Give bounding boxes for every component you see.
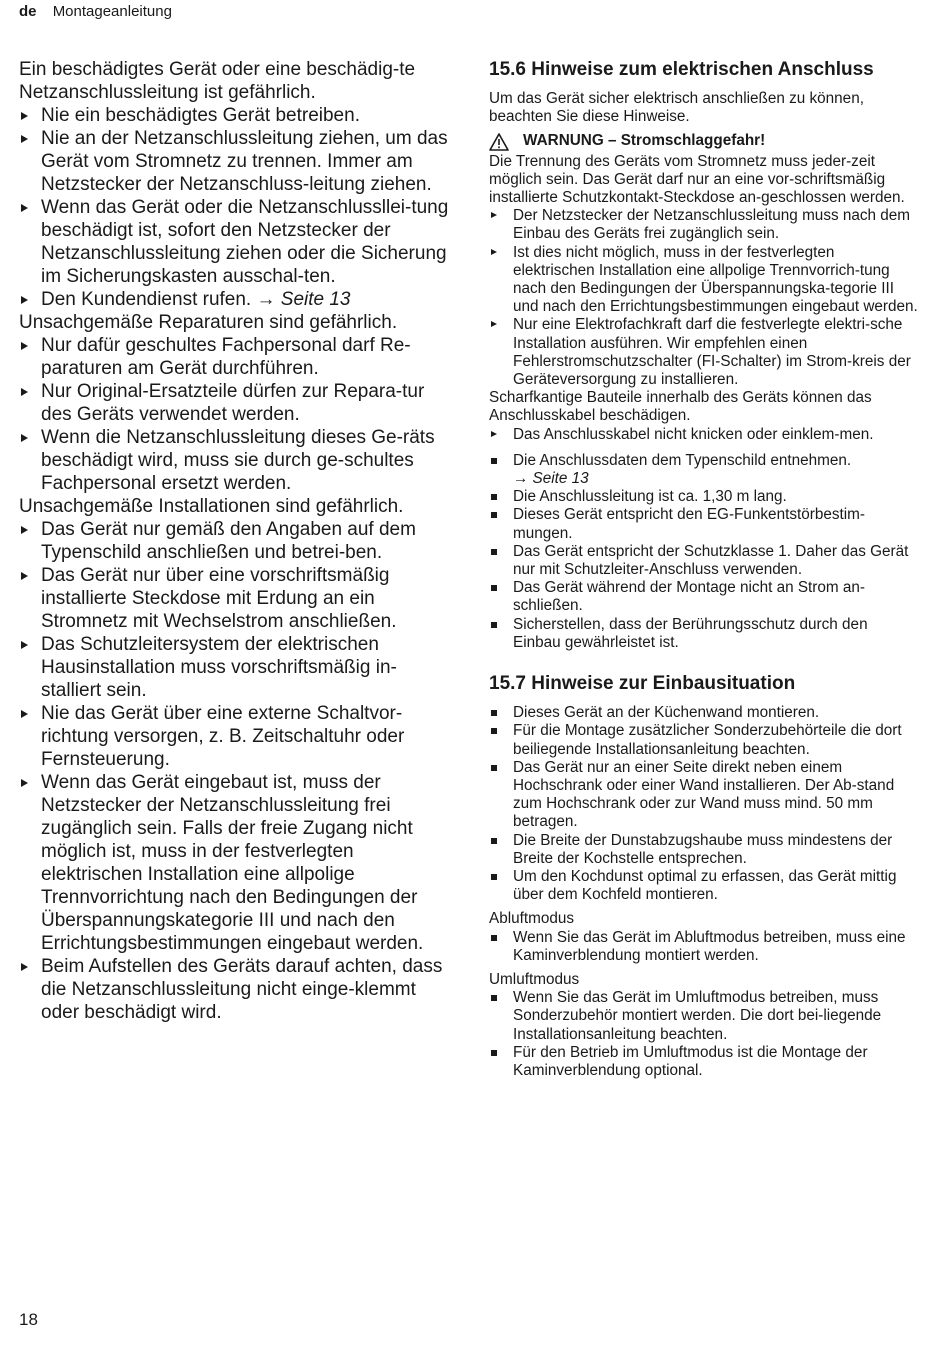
warning-heading	[489, 132, 919, 150]
caution-step: Das Anschlusskabel nicht knicken oder einklem-men.	[489, 426, 919, 444]
document-title: Montageanleitung	[52, 3, 172, 20]
instruction-step	[19, 288, 449, 311]
instruction-step: Das Schutzleitersystem der elektrischen Hausinstallation muss vorschriftsmäßig in-stalliert sein.	[19, 633, 449, 702]
page-number: 18	[19, 1310, 38, 1329]
arrow-right-icon: →	[256, 289, 276, 310]
arrow-right-icon: →	[513, 470, 529, 488]
page-reference-link[interactable]: Seite 13	[532, 470, 589, 488]
list-item: Die Breite der Dunstabzugshaube muss mindestens der Breite der Kochstelle entsprechen.	[489, 832, 919, 868]
page-reference-link[interactable]: Seite 13	[280, 289, 351, 310]
list-item: Für den Betrieb im Umluftmodus ist die Montage der Kaminverblendung optional.	[489, 1044, 919, 1080]
instruction-step: Wenn das Gerät eingebaut ist, muss der Netzstecker der Netzanschlussleitung frei zugänglich sein. Falls der freie Zugang nicht möglich ist, muss in der festverlegten elektrischen Installation eine allpolige Trennvorrichtung nach den Bedingungen der Überspannungskategorie III und nach den Errichtungsbestimmungen eingebaut werden.	[19, 771, 449, 955]
warning-step: Ist dies nicht möglich, muss in der festverlegten elektrischen Installation eine allpolige Trennvorrich-tung nach den Bedingungen der Überspannungska-tegorie III und nach den Errichtungsbestimmungen eingebaut werden.	[489, 244, 919, 317]
instruction-step: Nie das Gerät über eine externe Schaltvor-richtung versorgen, z. B. Zeitschaltuhr oder Fernsteuerung.	[19, 702, 449, 771]
list-item: Um den Kochdunst optimal zu erfassen, das Gerät mittig über dem Kochfeld montieren.	[489, 868, 919, 904]
instruction-step: Nie ein beschädigtes Gerät betreiben.	[19, 104, 449, 127]
step-text: Den Kundendienst rufen.	[41, 289, 252, 310]
subheading-abluft: Abluftmodus	[489, 910, 575, 928]
instruction-step: Nie an der Netzanschlussleitung ziehen, um das Gerät vom Stromnetz zu trennen. Immer am Netzstecker der Netzanschluss-leitung ziehen.	[19, 127, 449, 196]
warning-triangle-icon	[489, 133, 509, 151]
list-item: Das Gerät entspricht der Schutzklasse 1. Daher das Gerät nur mit Schutzleiter-Anschluss verwenden.	[489, 543, 919, 579]
list-item: Wenn Sie das Gerät im Abluftmodus betreiben, muss eine Kaminverblendung montiert werden.	[489, 929, 919, 965]
list-item: Dieses Gerät entspricht den EG-Funkentstörbestim-mungen.	[489, 506, 919, 542]
list-item: Sicherstellen, dass der Berührungsschutz durch den Einbau gewährleistet ist.	[489, 616, 919, 652]
list-item: Das Gerät während der Montage nicht an Strom an-schließen.	[489, 579, 919, 615]
instruction-step: Nur dafür geschultes Fachpersonal darf Re-paraturen am Gerät durchführen.	[19, 334, 449, 380]
list-item-text: Die Anschlussdaten dem Typenschild entnehmen.	[513, 451, 852, 469]
page-header	[19, 3, 172, 21]
warning-label: WARNUNG – Stromschlaggefahr!	[523, 132, 766, 150]
list-item: Dieses Gerät an der Küchenwand montieren.	[489, 704, 919, 722]
intro-text: Um das Gerät sicher elektrisch anschließen zu können, beachten Sie diese Hinweise.	[489, 90, 864, 126]
hazard-statement: Ein beschädigtes Gerät oder eine beschädig-te Netzanschlussleitung ist gefährlich.	[19, 59, 416, 103]
instruction-step: Das Gerät nur über eine vorschriftsmäßig installierte Steckdose mit Erdung an ein Stromnetz mit Wechselstrom anschließen.	[19, 564, 449, 633]
warning-step: Der Netzstecker der Netzanschlussleitung muss nach dem Einbau des Geräts frei zugänglich sein.	[489, 207, 919, 243]
list-item: Die Anschlussleitung ist ca. 1,30 m lang.	[489, 488, 919, 506]
instruction-step: Wenn das Gerät oder die Netzanschlussllei-tung beschädigt ist, sofort den Netzstecker der Netzanschlussleitung ziehen oder die Sicherung im Sicherungskasten ausschal-ten.	[19, 196, 449, 288]
left-column	[19, 58, 449, 1024]
hazard-statement: Unsachgemäße Reparaturen sind gefährlich.	[19, 312, 398, 333]
section-heading-installation: 15.7 Hinweise zur Einbausituation	[489, 673, 796, 695]
right-column	[489, 58, 919, 1080]
section-heading-electrical: 15.6 Hinweise zum elektrischen Anschluss	[489, 59, 874, 80]
warning-step: Nur eine Elektrofachkraft darf die festverlegte elektri-sche Installation ausführen. Wir empfehlen einen Fehlerstromschutzschalter (FI-Schalter) im Strom-kreis der Geräteversorgung zu installieren.	[489, 316, 919, 389]
warning-text: Die Trennung des Geräts vom Stromnetz muss jeder-zeit möglich sein. Das Gerät darf nur an eine vor-schriftsmäßig installierte Schutzkontakt-Steckdose an-geschlossen werden.	[489, 152, 905, 207]
language-code: de	[19, 3, 37, 20]
subheading-umluft: Umluftmodus	[489, 970, 580, 988]
caution-text: Scharfkantige Bauteile innerhalb des Geräts können das Anschlusskabel beschädigen.	[489, 389, 872, 425]
instruction-step: Wenn die Netzanschlussleitung dieses Ge-räts beschädigt wird, muss sie durch ge-schultes Fachpersonal ersetzt werden.	[19, 426, 449, 495]
list-item: Das Gerät nur an einer Seite direkt neben einem Hochschrank oder einer Wand installieren. Der Ab-stand zum Hochschrank oder zur Wand muss mind. 50 mm betragen.	[489, 759, 919, 832]
list-item	[489, 452, 919, 488]
list-item: Wenn Sie das Gerät im Umluftmodus betreiben, muss Sonderzubehör montiert werden. Die dort bei-liegende Installationsanleitung beachten.	[489, 989, 919, 1044]
instruction-step: Beim Aufstellen des Geräts darauf achten, dass die Netzanschlussleitung nicht einge-klemmt oder beschädigt wird.	[19, 955, 449, 1024]
hazard-statement: Unsachgemäße Installationen sind gefährlich.	[19, 496, 404, 517]
instruction-step: Das Gerät nur gemäß den Angaben auf dem Typenschild anschließen und betrei-ben.	[19, 518, 449, 564]
instruction-step: Nur Original-Ersatzteile dürfen zur Repara-tur des Geräts verwendet werden.	[19, 380, 449, 426]
list-item: Für die Montage zusätzlicher Sonderzubehörteile die dort beiliegende Installationsanleitung beachten.	[489, 722, 919, 758]
